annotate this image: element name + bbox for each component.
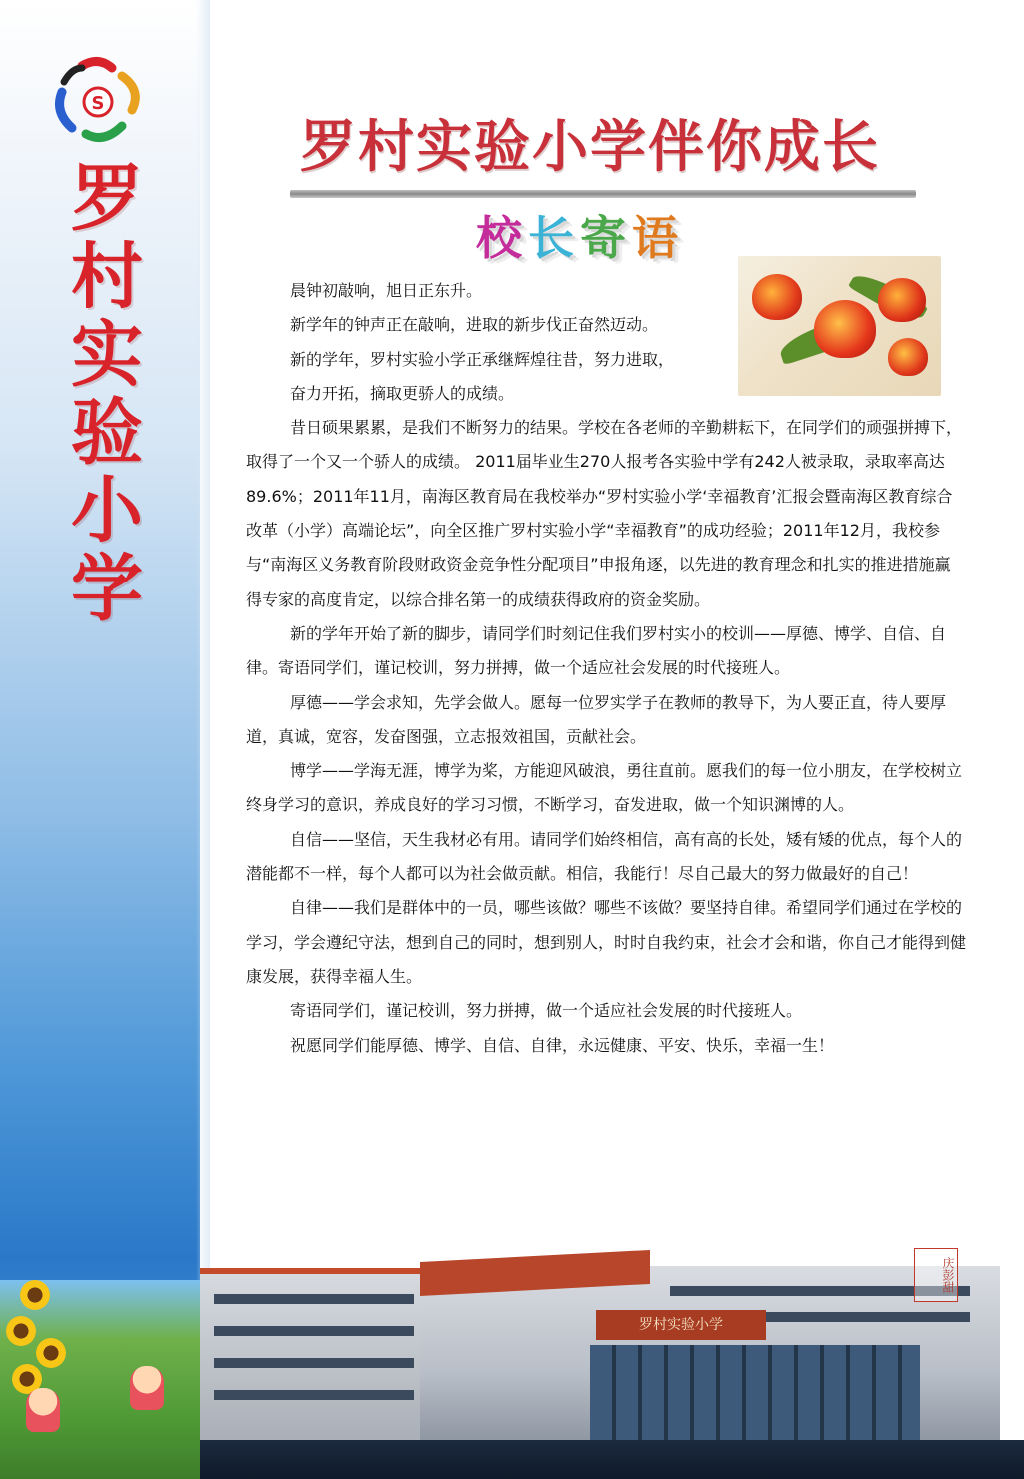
svg-text:S: S [91,93,105,114]
paragraph: 祝愿同学们能厚德、博学、自信、自律，永远健康、平安、快乐，幸福一生！ [290,1035,835,1055]
paragraph: 奋力开拓，摘取更骄人的成绩。 [290,383,515,403]
window-row [214,1390,414,1400]
side-vertical-title: 罗村实验小学 [59,160,144,628]
window-row [214,1358,414,1368]
artist-seal: 庆彭甜 [914,1248,958,1302]
school-building-left [200,1268,430,1449]
ground-strip [200,1440,1024,1479]
paragraph: 寄语同学们，谨记校训，努力拼搏，做一个适应社会发展的时代接班人。 [290,1001,803,1021]
letter-body [246,274,966,1063]
meadow-illustration [0,1280,200,1479]
paragraph: 新的学年开始了新的脚步，请同学们时刻记住我们罗村实小的校训——厚德、博学、自信、自律。寄语同学们，谨记校训，努力拼搏，做一个适应社会发展的时代接班人。 [246,623,947,678]
paragraph: 新学年的钟声正在敲响，进取的新步伐正奋然迈动。 [290,315,659,335]
paragraph: 自律——我们是群体中的一员，哪些该做？哪些不该做？要坚持自律。希望同学们通过在学校的学习，学会遵纪守法，想到自己的同时，想到别人，时时自我约束，社会才会和谐，你自己才能得到健康发展，获得幸福人生。 [246,898,967,986]
window-row [214,1294,414,1304]
school-logo-icon [52,56,144,148]
paragraph: 晨钟初敲响，旭日正东升。 [290,281,483,300]
subtitle-char: 长 [528,211,580,265]
sunflower-icon [6,1316,36,1346]
sunflower-icon [20,1280,50,1310]
subtitle-char: 校 [476,211,528,265]
window-row [214,1326,414,1336]
child-figure-icon [26,1388,60,1432]
paragraph: 厚德——学会求知，先学会做人。愿每一位罗实学子在教师的教导下，为人要正直，待人要厚道，真诚，宽容，发奋图强，立志报效祖国，贡献社会。 [246,692,947,746]
child-figure-icon [130,1366,164,1410]
sunflower-icon [36,1338,66,1368]
paragraph: 新的学年，罗村实验小学正承继辉煌往昔，努力进取， [290,349,675,369]
building-glass-facade [590,1345,920,1440]
title-divider [290,190,916,198]
subtitle-char: 寄 [580,211,632,265]
paragraph: 昔日硕果累累，是我们不断努力的结果。学校在各老师的辛勤耕耘下，在同学们的顽强拼搏下，取得了一个又一个骄人的成绩。 2011届毕业生270人报考各实验中学有242人被录取，录取率高达89.6%；2011年11月，南海区教育局在我校举办“罗村实验小学‘幸福教育’汇报会暨南海区教育综合改革（小学）高端论坛”，向全区推广罗村实验小学“幸福教育”的成功经验；2011年12月，我校参与“南海区义务教育阶段财政资金竞争性分配项目”申报角逐，以先进的教育理念和扎实的推进措施赢得专家的高度肯定，以综合排名第一的成绩获得政府的资金奖励。 [246,418,963,609]
section-subtitle [415,210,745,266]
paragraph: 自信——坚信，天生我材必有用。请同学们始终相信，高有高的长处，矮有矮的优点，每个人的潜能都不一样，每个人都可以为社会做贡献。相信，我能行！尽自己最大的努力做最好的自己！ [246,829,963,884]
page-title: 罗村实验小学伴你成长 [300,114,880,180]
side-panel-edge [196,0,210,1479]
paragraph: 博学——学海无涯，博学为桨，方能迎风破浪，勇往直前。愿我们的每一位小朋友，在学校树立终身学习的意识，养成良好的学习习惯，不断学习，奋发进取，做一个知识渊博的人。 [246,761,963,815]
building-sign: 罗村实验小学 [596,1310,766,1340]
subtitle-char: 语 [632,211,684,265]
